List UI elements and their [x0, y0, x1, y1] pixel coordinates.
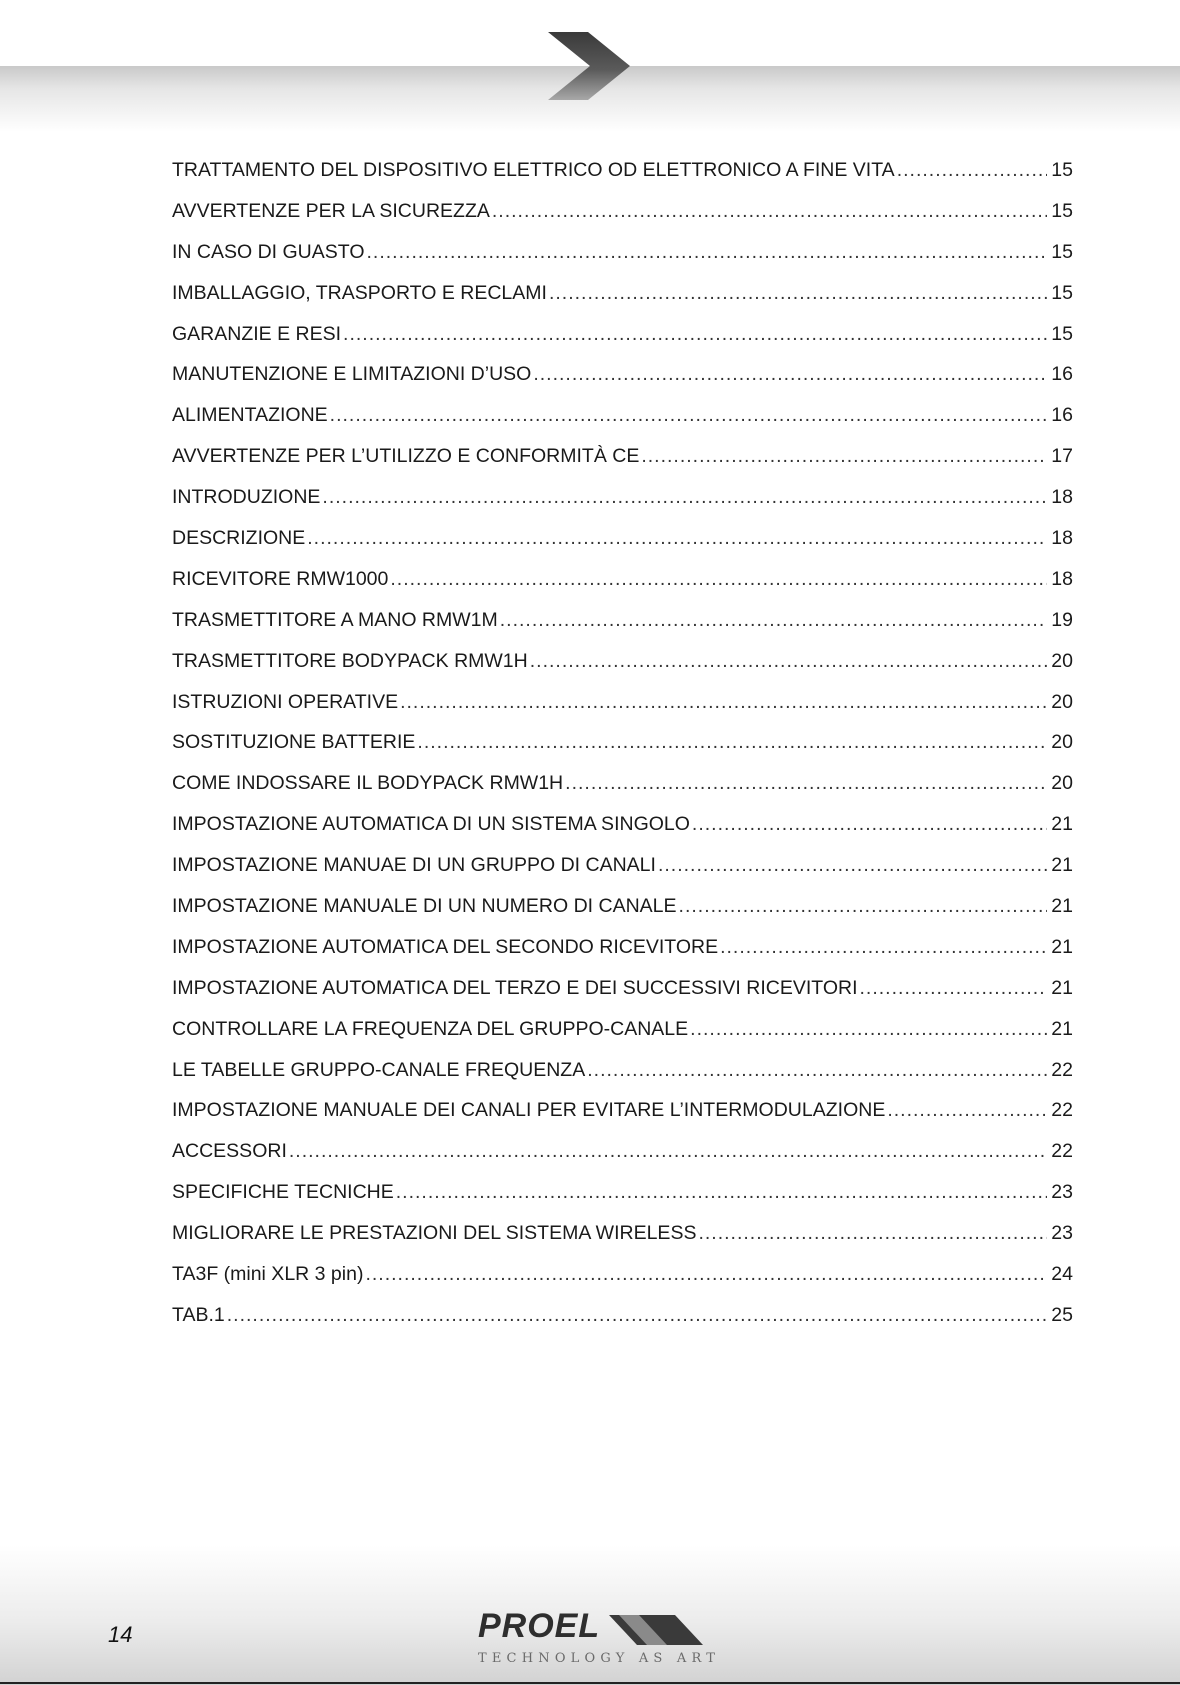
- toc-entry-page: 21: [1051, 813, 1073, 836]
- toc-entry-title: IMBALLAGGIO, TRASPORTO E RECLAMI: [172, 281, 547, 304]
- toc-entry-page: 22: [1051, 1140, 1073, 1163]
- toc-entry-title: DESCRIZIONE: [172, 527, 306, 550]
- toc-entry[interactable]: [172, 850, 1073, 891]
- toc-entry-page: 15: [1051, 199, 1073, 222]
- toc-entry[interactable]: [172, 1300, 1073, 1341]
- toc-entry-title: MANUTENZIONE E LIMITAZIONI D’USO: [172, 363, 532, 386]
- toc-entry-title: ISTRUZIONI OPERATIVE: [172, 690, 399, 713]
- toc-entry-page: 23: [1051, 1222, 1073, 1245]
- toc-entry-page: 15: [1051, 159, 1073, 181]
- toc-entry-title: IMPOSTAZIONE MANUAE DI UN GRUPPO DI CANALI: [172, 854, 656, 877]
- toc-dot-leader: [307, 523, 1047, 553]
- toc-dot-leader: [500, 605, 1048, 635]
- toc-dot-leader: [641, 441, 1047, 471]
- toc-entry-title: TRATTAMENTO DEL DISPOSITIVO ELETTRICO OD ELETTRONICO A FINE VITA: [172, 159, 895, 181]
- toc-entry[interactable]: [172, 891, 1073, 932]
- toc-dot-leader: [330, 400, 1048, 430]
- toc-entry-title: MIGLIORARE LE PRESTAZIONI DEL SISTEMA WIRELESS: [172, 1222, 697, 1245]
- toc-dot-leader: [530, 646, 1048, 676]
- toc-entry-page: 23: [1051, 1181, 1073, 1204]
- toc-entry[interactable]: [172, 1055, 1073, 1096]
- page-number: 14: [108, 1622, 133, 1647]
- toc-dot-leader: [365, 1259, 1047, 1289]
- toc-entry[interactable]: [172, 1014, 1073, 1055]
- toc-entry-page: 18: [1051, 527, 1073, 550]
- toc-dot-leader: [887, 1095, 1047, 1125]
- toc-dot-leader: [227, 1300, 1048, 1330]
- toc-entry-page: 18: [1051, 486, 1073, 509]
- toc-entry-title: TRASMETTITORE BODYPACK RMW1H: [172, 649, 528, 672]
- toc-entry-title: IMPOSTAZIONE AUTOMATICA DEL SECONDO RICEVITORE: [172, 935, 719, 958]
- toc-dot-leader: [417, 727, 1047, 757]
- toc-entry[interactable]: [172, 155, 1073, 196]
- toc-entry-page: 20: [1051, 731, 1073, 754]
- toc-entry-title: TA3F (mini XLR 3 pin): [172, 1263, 364, 1286]
- toc-entry[interactable]: [172, 564, 1073, 605]
- toc-entry-title: ALIMENTAZIONE: [172, 404, 328, 427]
- toc-entry-page: 16: [1051, 404, 1073, 427]
- toc-entry-title: TRASMETTITORE A MANO RMW1M: [172, 608, 498, 631]
- toc-entry[interactable]: [172, 523, 1073, 564]
- toc-entry-title: IMPOSTAZIONE MANUALE DI UN NUMERO DI CANALE: [172, 895, 677, 918]
- toc-entry[interactable]: [172, 441, 1073, 482]
- toc-entry[interactable]: [172, 482, 1073, 523]
- toc-entry-page: 16: [1051, 363, 1073, 386]
- toc-dot-leader: [400, 687, 1047, 717]
- toc-entry-title: IMPOSTAZIONE AUTOMATICA DI UN SISTEMA SINGOLO: [172, 813, 690, 836]
- toc-entry-title: AVVERTENZE PER L’UTILIZZO E CONFORMITÀ CE: [172, 445, 640, 468]
- toc-dot-leader: [720, 932, 1047, 962]
- toc-entry-title: IN CASO DI GUASTO: [172, 240, 365, 263]
- toc-entry-title: RICEVITORE RMW1000: [172, 567, 389, 590]
- footer-rule: [0, 1682, 1180, 1684]
- toc-entry-page: 24: [1051, 1263, 1073, 1286]
- toc-entry[interactable]: [172, 687, 1073, 728]
- toc-entry[interactable]: [172, 1177, 1073, 1218]
- toc-dot-leader: [343, 319, 1047, 349]
- toc-dot-leader: [367, 237, 1048, 267]
- toc-dot-leader: [492, 196, 1047, 226]
- toc-entry-page: 19: [1051, 608, 1073, 631]
- toc-dot-leader: [690, 1014, 1047, 1044]
- toc-entry-page: 21: [1051, 935, 1073, 958]
- toc-entry-title: IMPOSTAZIONE MANUALE DEI CANALI PER EVITARE L’INTERMODULAZIONE: [172, 1099, 886, 1122]
- toc-entry[interactable]: [172, 605, 1073, 646]
- toc-entry[interactable]: [172, 359, 1073, 400]
- toc-entry[interactable]: [172, 400, 1073, 441]
- toc-entry-page: 20: [1051, 772, 1073, 795]
- toc-entry-page: 15: [1051, 281, 1073, 304]
- toc-entry-title: LE TABELLE GRUPPO-CANALE FREQUENZA: [172, 1058, 586, 1081]
- logo-wordmark: PROEL: [478, 1607, 601, 1645]
- toc-dot-leader: [396, 1177, 1048, 1207]
- toc-dot-leader: [679, 891, 1048, 921]
- toc-entry-title: CONTROLLARE LA FREQUENZA DEL GRUPPO-CANALE: [172, 1017, 689, 1040]
- toc-entry[interactable]: [172, 932, 1073, 973]
- toc-dot-leader: [897, 155, 1048, 185]
- toc-dot-leader: [289, 1136, 1047, 1166]
- toc-entry-title: GARANZIE E RESI: [172, 322, 342, 345]
- toc-dot-leader: [587, 1055, 1047, 1085]
- toc-entry-page: 17: [1051, 445, 1073, 468]
- toc-entry-title: INTRODUZIONE: [172, 486, 321, 509]
- toc-entry[interactable]: [172, 1259, 1073, 1300]
- toc-entry[interactable]: [172, 809, 1073, 850]
- toc-dot-leader: [860, 973, 1048, 1003]
- toc-dot-leader: [533, 359, 1047, 389]
- toc-entry[interactable]: [172, 727, 1073, 768]
- toc-entry-title: TAB.1: [172, 1303, 225, 1326]
- toc-entry-page: 18: [1051, 567, 1073, 590]
- toc-entry[interactable]: [172, 973, 1073, 1014]
- toc-entry-page: 20: [1051, 690, 1073, 713]
- toc-entry[interactable]: [172, 1218, 1073, 1259]
- toc-dot-leader: [549, 278, 1047, 308]
- logo-tagline: TECHNOLOGY AS ART: [478, 1651, 721, 1666]
- toc-entry-page: 20: [1051, 649, 1073, 672]
- toc-dot-leader: [698, 1218, 1047, 1248]
- proel-logo: [474, 1607, 721, 1677]
- toc-entry-title: SOSTITUZIONE BATTERIE: [172, 731, 416, 754]
- toc-entry-title: ACCESSORI: [172, 1140, 287, 1163]
- toc-dot-leader: [692, 809, 1047, 839]
- logo-stripe-icon: [609, 1615, 703, 1645]
- toc-entry-title: COME INDOSSARE IL BODYPACK RMW1H: [172, 772, 564, 795]
- toc-entry[interactable]: [172, 278, 1073, 319]
- toc-entry-page: 21: [1051, 1017, 1073, 1040]
- toc-entry-title: AVVERTENZE PER LA SICUREZZA: [172, 199, 490, 222]
- toc-entry[interactable]: [172, 319, 1073, 360]
- chevron-right-icon: [548, 30, 638, 102]
- toc-dot-leader: [390, 564, 1047, 594]
- toc-entry[interactable]: [172, 768, 1073, 809]
- toc-entry[interactable]: [172, 196, 1073, 237]
- toc-entry-page: 25: [1051, 1303, 1073, 1326]
- toc-entry-page: 15: [1051, 240, 1073, 263]
- toc-entry[interactable]: [172, 646, 1073, 687]
- toc-entry-page: 21: [1051, 854, 1073, 877]
- toc-entry-title: SPECIFICHE TECNICHE: [172, 1181, 394, 1204]
- toc-entry-page: 21: [1051, 895, 1073, 918]
- toc-dot-leader: [322, 482, 1047, 512]
- toc-entry-page: 22: [1051, 1099, 1073, 1122]
- toc-entry[interactable]: [172, 1136, 1073, 1177]
- toc-entry[interactable]: [172, 237, 1073, 278]
- table-of-contents: [172, 155, 1073, 1341]
- toc-dot-leader: [658, 850, 1047, 880]
- toc-entry-page: 15: [1051, 322, 1073, 345]
- toc-dot-leader: [565, 768, 1047, 798]
- toc-entry-title: IMPOSTAZIONE AUTOMATICA DEL TERZO E DEI SUCCESSIVI RICEVITORI: [172, 976, 858, 999]
- toc-entry[interactable]: [172, 1095, 1073, 1136]
- toc-entry-page: 21: [1051, 976, 1073, 999]
- toc-entry-page: 22: [1051, 1058, 1073, 1081]
